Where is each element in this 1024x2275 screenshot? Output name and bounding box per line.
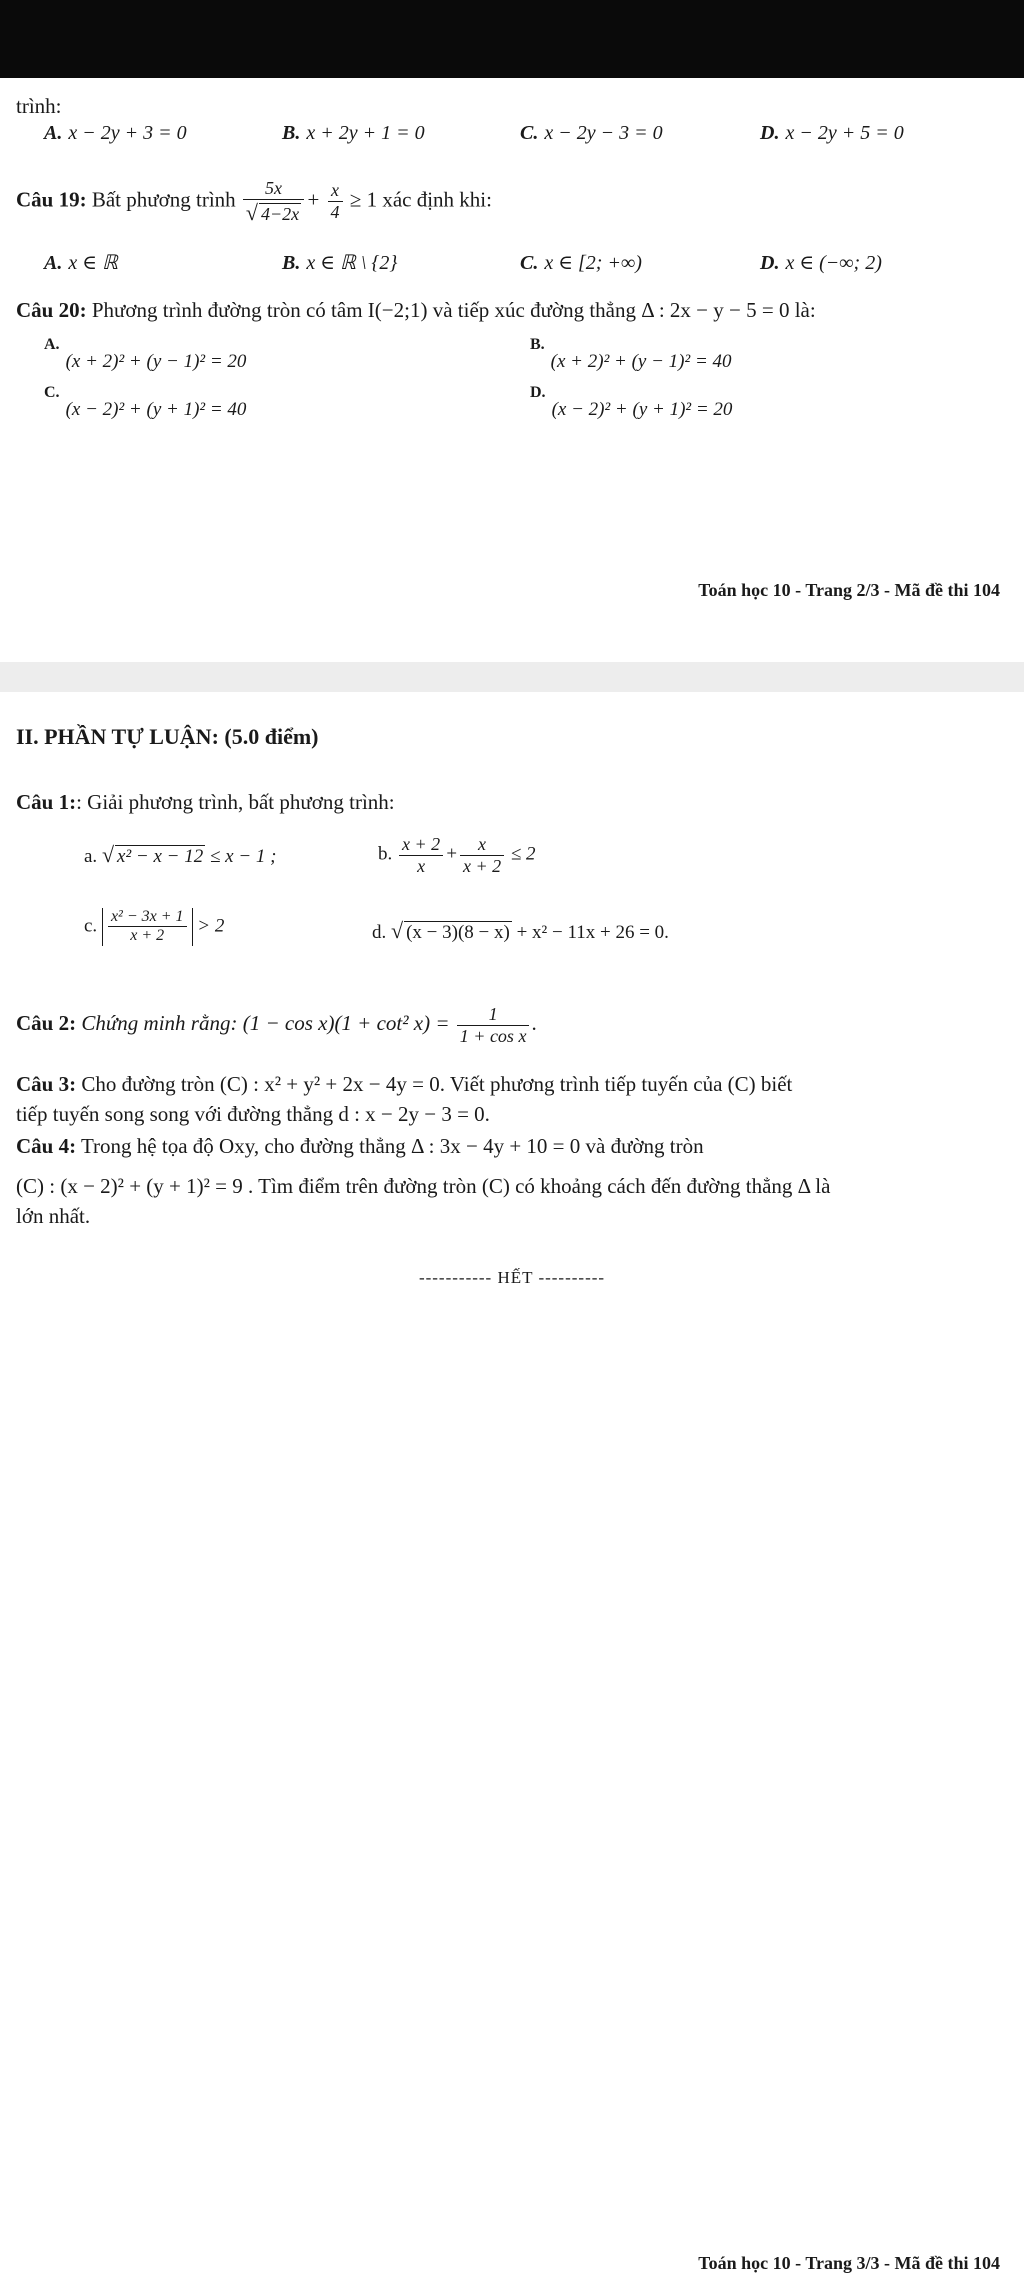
q20-answer-c[interactable]: $^{C.}$(x − 2)² + (y + 1)² = 40	[44, 384, 247, 420]
q1-part-b: b. $\frac{x + 2}{x}$ + $\frac{x}{x + 2}$ ≤ 2	[378, 834, 536, 876]
q18-answer-a[interactable]: A. x − 2y + 3 = 0	[44, 122, 187, 144]
q3-line-1: Câu 3: Cho đường tròn (C) : x² + y² + 2x − 4y = 0. Viết phương trình tiếp tuyến của (C) biết	[16, 1072, 793, 1096]
q18-answer-d[interactable]: D. x − 2y + 5 = 0	[760, 122, 904, 144]
q20-answer-a[interactable]: $^{A.}$(x + 2)² + (y − 1)² = 20	[44, 336, 247, 372]
page-3-footer: Toán học 10 - Trang 3/3 - Mã đề thi 104	[698, 2253, 1000, 2273]
q19-fraction-2: $\frac{x}{4}$	[328, 180, 343, 222]
q19-answer-b[interactable]: B. x ∈ ℝ \ {2}	[282, 252, 398, 274]
cut-text: trình:	[16, 94, 62, 118]
q1-part-c: c. $\frac{\text{x² − 3x + 1}}{x + 2}$ > 2	[84, 908, 225, 945]
page-3	[0, 692, 1024, 2275]
q3-line-2: tiếp tuyến song song với đường thẳng d : x − 2y − 3 = 0.	[16, 1102, 490, 1126]
top-dark-bar	[0, 0, 1024, 78]
page-2	[0, 78, 1024, 678]
q18-answer-c[interactable]: C. x − 2y − 3 = 0	[520, 122, 663, 144]
q19-answer-d[interactable]: D. x ∈ (−∞; 2)	[760, 252, 882, 274]
page-2-footer: Toán học 10 - Trang 2/3 - Mã đề thi 104	[698, 580, 1000, 600]
q19-fraction-1: $\frac{5x}{√ 4-2x}$	[243, 178, 304, 225]
q20-answer-b[interactable]: $^{B.}$(x + 2)² + (y − 1)² = 40	[530, 336, 732, 372]
section-title: II. PHẦN TỰ LUẬN: (5.0 điểm)	[16, 724, 319, 749]
q20-question: Câu 20: Phương trình đường tròn có tâm I(−2;1) và tiếp xúc đường thẳng Δ : 2x − y − 5 = 0 là:	[16, 298, 816, 322]
q4-line-2: (C) : (x − 2)² + (y + 1)² = 9 . Tìm điểm trên đường tròn (C) có khoảng cách đến đường thẳng Δ là	[16, 1174, 831, 1198]
q1-part-d: d. √ (x − 3)(8 − x) + x² − 11x + 26 = 0.	[372, 918, 669, 943]
end-marker: ----------- HẾT ----------	[418, 1268, 606, 1287]
q2-question: Câu 2: Chứng minh rằng: (1 − cos x)(1 + cot² x) = $\frac{1}{\text{1 + cos x}}$ .	[16, 1004, 537, 1046]
q18-answer-b[interactable]: B. x + 2y + 1 = 0	[282, 122, 425, 144]
q1-question: Câu 1:: Giải phương trình, bất phương trình:	[16, 790, 395, 814]
q19-answer-a[interactable]: A. x ∈ ℝ	[44, 252, 118, 274]
q4-line-3: lớn nhất.	[16, 1204, 91, 1228]
q19-question: Câu 19: Bất phương trình $\frac{5x}{√ 4-2x}$ + $\frac{x}{4}$ ≥ 1 xác định khi:	[16, 178, 492, 225]
page-separator	[0, 662, 1024, 692]
q4-line-1: Câu 4: Trong hệ tọa độ Oxy, cho đường thẳng Δ : 3x − 4y + 10 = 0 và đường tròn	[16, 1134, 704, 1158]
q1-part-a: a. √ x² − x − 12 ≤ x − 1 ;	[84, 842, 277, 867]
q19-answer-c[interactable]: C. x ∈ [2; +∞)	[520, 252, 642, 274]
q20-answer-d[interactable]: $^{D.}$(x − 2)² + (y + 1)² = 20	[530, 384, 733, 420]
